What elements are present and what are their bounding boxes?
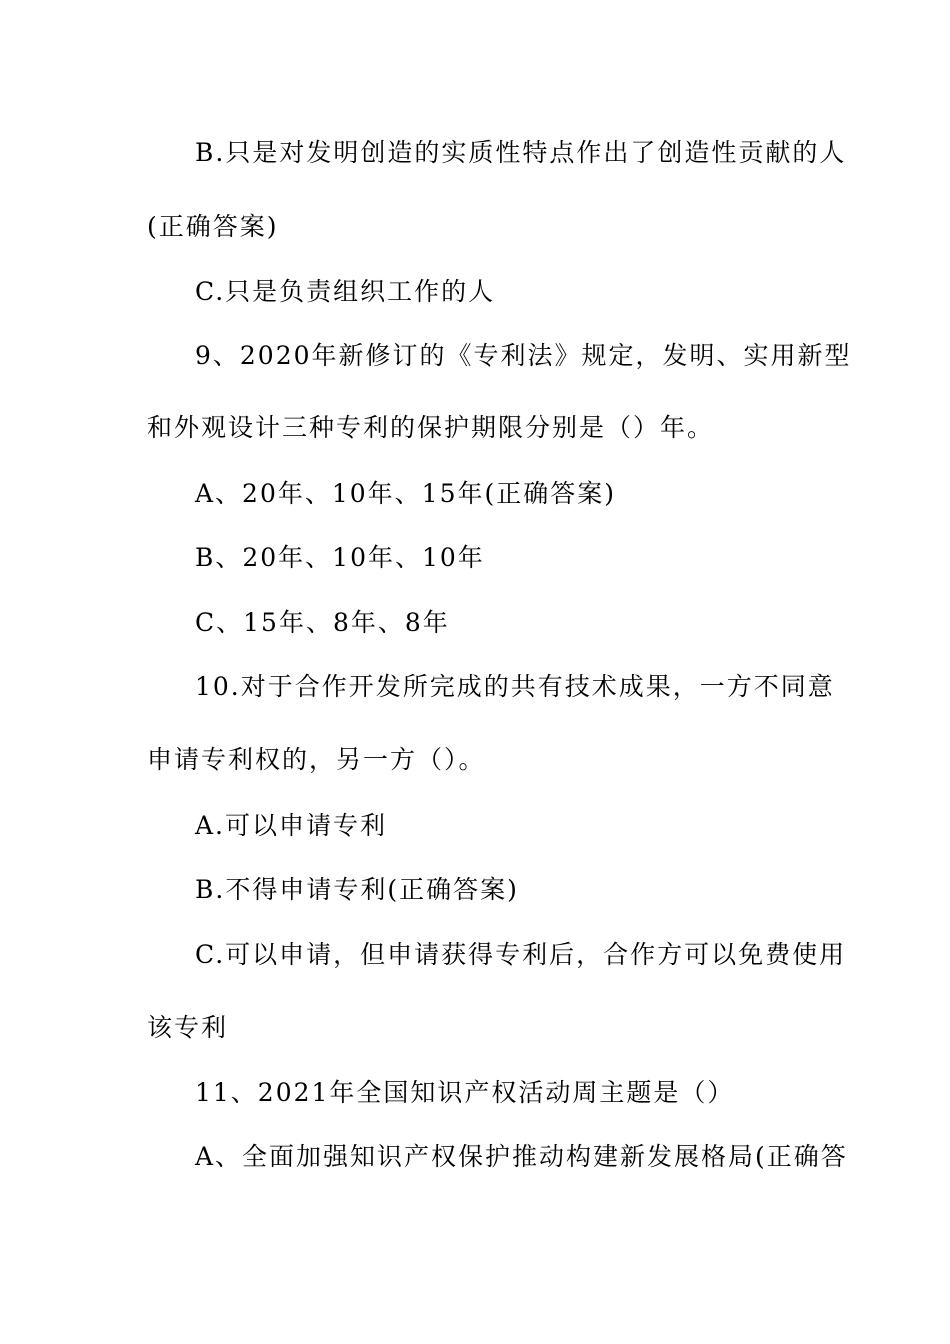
option-c-q9: C、15年、8年、8年 (195, 608, 450, 637)
option-b-q8: B.只是对发明创造的实质性特点作出了创造性贡献的人 (195, 138, 847, 167)
question-11: 11、2021年全国知识产权活动周主题是（） (195, 1078, 735, 1107)
option-c-q10-continued: 该专利 (147, 1013, 229, 1042)
option-c-q10: C.可以申请，但申请获得专利后，合作方可以免费使用 (195, 940, 847, 969)
question-9: 9、2020年新修订的《专利法》规定，发明、实用新型 (195, 341, 852, 370)
option-a-q11: A、全面加强知识产权保护推动构建新发展格局(正确答 (195, 1142, 848, 1171)
question-9-continued: 和外观设计三种专利的保护期限分别是（）年。 (147, 413, 715, 442)
question-10: 10.对于合作开发所完成的共有技术成果，一方不同意 (195, 672, 835, 701)
option-a-q9: A、20年、10年、15年(正确答案) (195, 479, 616, 508)
option-b-q10: B.不得申请专利(正确答案) (195, 875, 519, 904)
option-b-q8-continued: (正确答案) (147, 212, 279, 241)
question-10-continued: 申请专利权的，另一方（）。 (147, 745, 486, 774)
option-a-q10: A.可以申请专利 (195, 811, 388, 840)
option-c-q8: C.只是负责组织工作的人 (195, 277, 496, 306)
option-b-q9: B、20年、10年、10年 (195, 543, 485, 572)
